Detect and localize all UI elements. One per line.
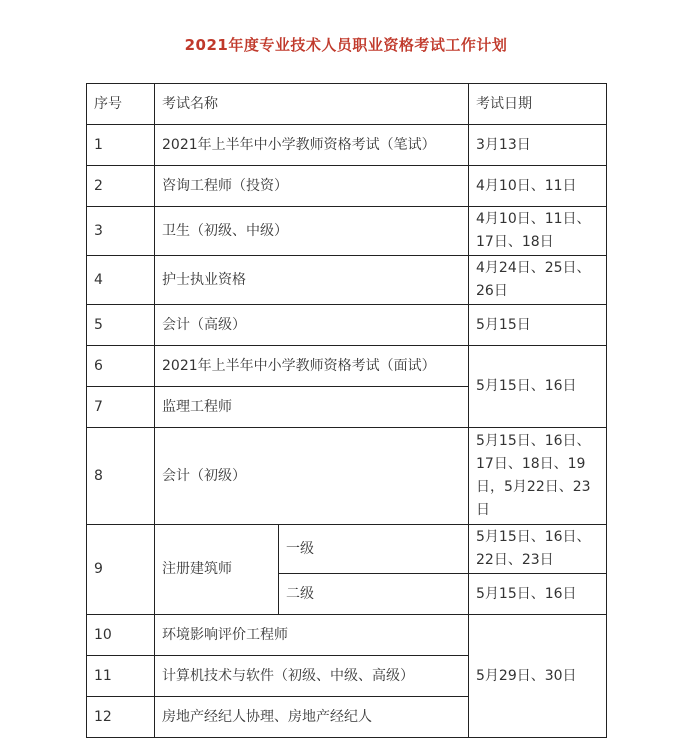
row-exam-name: 环境影响评价工程师: [155, 615, 469, 656]
table-row: [87, 305, 607, 346]
table-row: [87, 428, 607, 525]
row-exam-name: 卫生（初级、中级）: [155, 207, 469, 256]
row-exam-name: 会计（高级）: [155, 305, 469, 346]
row-no: 10: [87, 615, 155, 656]
row-no: 9: [87, 525, 155, 615]
table-row: [87, 207, 607, 256]
row-no: 3: [87, 207, 155, 256]
page-title: 2021年度专业技术人员职业资格考试工作计划: [184, 36, 508, 54]
row-sub-level: 二级: [279, 574, 469, 615]
row-no: 7: [87, 387, 155, 428]
row-sub-level: 一级: [279, 525, 469, 574]
header-name: 考试名称: [155, 84, 469, 125]
exam-schedule-table: [86, 83, 607, 738]
table-header-row: [87, 84, 607, 125]
row-exam-date: 5月15日、16日: [469, 574, 607, 615]
row-no: 8: [87, 428, 155, 525]
row-exam-date: 5月15日、16日、17日、18日、19日，5月22日、23日: [469, 428, 607, 525]
row-exam-name: 监理工程师: [155, 387, 469, 428]
table-row: [87, 125, 607, 166]
row-exam-name: 计算机技术与软件（初级、中级、高级）: [155, 656, 469, 697]
row-exam-date: 5月15日: [469, 305, 607, 346]
header-no: 序号: [87, 84, 155, 125]
row-exam-date: 5月29日、30日: [469, 615, 607, 738]
row-no: 4: [87, 256, 155, 305]
row-exam-name: 2021年上半年中小学教师资格考试（面试）: [155, 346, 469, 387]
row-exam-name: 注册建筑师: [155, 525, 279, 615]
row-exam-name: 会计（初级）: [155, 428, 469, 525]
row-exam-date: 3月13日: [469, 125, 607, 166]
row-no: 2: [87, 166, 155, 207]
row-exam-name: 咨询工程师（投资）: [155, 166, 469, 207]
table-row: [87, 346, 607, 387]
row-no: 6: [87, 346, 155, 387]
table-row: [87, 615, 607, 656]
row-no: 11: [87, 656, 155, 697]
row-exam-name: 2021年上半年中小学教师资格考试（笔试）: [155, 125, 469, 166]
row-no: 5: [87, 305, 155, 346]
row-exam-date: 4月10日、11日: [469, 166, 607, 207]
table-row: [87, 166, 607, 207]
row-exam-name: 护士执业资格: [155, 256, 469, 305]
header-date: 考试日期: [469, 84, 607, 125]
row-exam-date: 4月24日、25日、26日: [469, 256, 607, 305]
row-exam-date: 4月10日、11日、17日、18日: [469, 207, 607, 256]
row-exam-date: 5月15日、16日、22日、23日: [469, 525, 607, 574]
row-no: 1: [87, 125, 155, 166]
row-exam-name: 房地产经纪人协理、房地产经纪人: [155, 697, 469, 738]
table-row: [87, 256, 607, 305]
row-no: 12: [87, 697, 155, 738]
table-row: [87, 525, 607, 574]
row-exam-date: 5月15日、16日: [469, 346, 607, 428]
